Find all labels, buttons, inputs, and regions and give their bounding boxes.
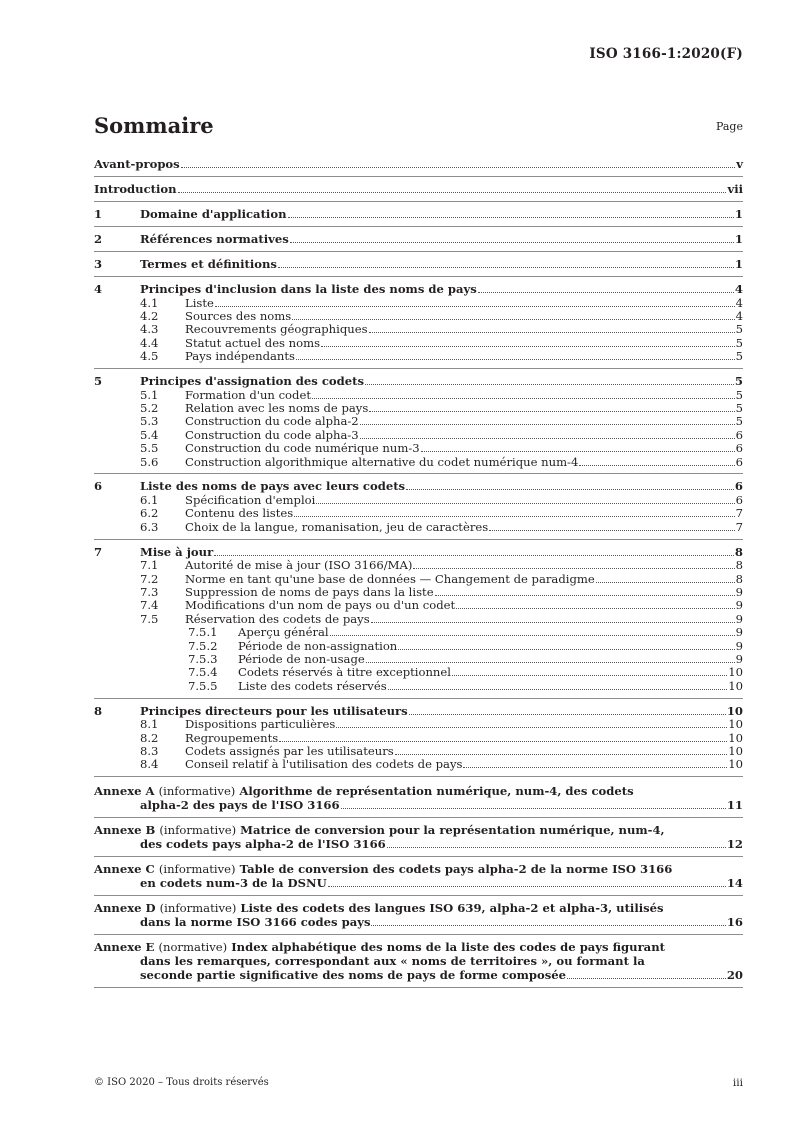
- dot-leader: [489, 530, 734, 531]
- toc-clause-entry[interactable]: [94, 282, 743, 296]
- toc-separator: [94, 539, 743, 540]
- toc-entry-number: 8.2: [140, 730, 159, 745]
- toc-subclause-entry[interactable]: [94, 296, 743, 310]
- annex-prefix: Annexe E: [94, 940, 155, 955]
- toc-entry-label: Liste des codets réservés: [238, 678, 387, 693]
- toc-entry-label: Réservation des codets de pays: [185, 611, 370, 626]
- toc-entry-number: 7.1: [140, 558, 159, 573]
- toc-entry-page: 9: [735, 584, 743, 599]
- dot-leader: [278, 267, 734, 268]
- dot-leader: [388, 689, 728, 690]
- toc-entry-label: Principes d'inclusion dans la liste des noms de pays: [140, 282, 477, 296]
- toc-entry-label: Recouvrements géographiques: [185, 322, 368, 337]
- annex-title-line: en codets num-3 de la DSNU: [140, 876, 327, 891]
- annex-title-line: seconde partie significative des noms de pays de forme composée: [140, 968, 567, 983]
- annex-page: 20: [726, 968, 743, 983]
- annex-title-line: dans les remarques, correspondant aux « noms de territoires », ou formant la: [140, 954, 645, 969]
- toc-entry-number: 5.2: [140, 400, 159, 415]
- annex-title-line: dans la norme ISO 3166 codes pays: [140, 915, 371, 930]
- toc-entry-number: 7.4: [140, 598, 159, 613]
- toc-separator: [94, 987, 743, 988]
- toc-clause-entry[interactable]: [94, 207, 743, 221]
- toc-separator: [94, 473, 743, 474]
- toc-entry-label: Suppression de noms de pays dans la liste: [185, 584, 434, 599]
- toc-separator: [94, 856, 743, 857]
- dot-leader: [321, 346, 735, 347]
- toc-entry-page: 10: [726, 703, 743, 718]
- annex-prefix: Annexe D: [94, 901, 156, 916]
- toc-entry-label: Codets réservés à titre exceptionnel: [238, 665, 451, 680]
- toc-entry-page: 1: [734, 232, 743, 246]
- dot-leader: [288, 217, 734, 218]
- toc-subclause-entry[interactable]: [94, 455, 743, 469]
- toc-entry-label: Avant-propos: [94, 157, 180, 171]
- toc-entry-page: 8: [735, 571, 743, 586]
- dot-leader: [181, 167, 736, 168]
- toc-entry-number: 8.3: [140, 743, 159, 758]
- toc-entry-label: Aperçu général: [238, 625, 329, 640]
- toc-entry-page: 4: [735, 308, 743, 323]
- toc-subclause-entry[interactable]: [94, 401, 743, 415]
- toc-separator: [94, 226, 743, 227]
- toc-subsubclause-entry[interactable]: [94, 652, 743, 666]
- dot-leader: [409, 714, 726, 715]
- toc-separator: [94, 176, 743, 177]
- toc-entry-label: Norme en tant qu'une base de données — Changement de paradigme: [185, 571, 595, 586]
- toc-entry-label: Relation avec les noms de pays: [185, 400, 369, 415]
- annex-prefix: Annexe B: [94, 823, 156, 838]
- dot-leader: [463, 767, 727, 768]
- document-reference: ISO 3166-1:2020(F): [589, 46, 743, 62]
- toc-entry-label: Période de non-assignation: [238, 638, 398, 653]
- toc-entry-number: 5.4: [140, 427, 159, 442]
- toc-entry-number: 4.5: [140, 349, 159, 364]
- toc-entry-page: 6: [735, 492, 743, 507]
- toc-subclause-entry[interactable]: [94, 757, 743, 771]
- toc-subclause-entry[interactable]: [94, 493, 743, 507]
- toc-entry-page: vii: [727, 182, 743, 196]
- toc-entry-page: 9: [735, 625, 743, 640]
- toc-entry-number: 4.1: [140, 295, 159, 310]
- toc-entry-number: 7.5.1: [188, 625, 218, 640]
- toc-entry-label: Domaine d'application: [140, 207, 287, 221]
- dot-leader: [371, 925, 725, 926]
- annex-title-line: Table de conversion des codets pays alpha-2 de la norme ISO 3166: [239, 862, 673, 877]
- dot-leader: [452, 675, 727, 676]
- toc-entry-page: 7: [735, 506, 743, 521]
- toc-entry-number: 8: [94, 703, 103, 718]
- annex-entry[interactable]: [94, 784, 743, 812]
- toc-entry-label: Modifications d'un nom de pays ou d'un codet: [185, 598, 456, 613]
- toc-entry-label: Contenu des listes: [185, 506, 294, 521]
- toc-subclause-entry[interactable]: [94, 336, 743, 350]
- toc-entry-number: 4.3: [140, 322, 159, 337]
- annex-title-line: des codets pays alpha-2 de l'ISO 3166: [140, 837, 386, 852]
- toc-separator: [94, 934, 743, 935]
- annex-entry[interactable]: [94, 823, 743, 851]
- toc-entry-number: 6: [94, 479, 103, 494]
- toc-entry-page: 4: [734, 282, 743, 296]
- toc-entry-label: Statut actuel des noms: [185, 335, 321, 350]
- toc-entry-page: 9: [735, 651, 743, 666]
- toc-subclause-entry[interactable]: [94, 520, 743, 534]
- toc-entry-page: 1: [734, 257, 743, 271]
- toc-entry-page: 6: [735, 441, 743, 456]
- toc-entry-number: 8.4: [140, 757, 159, 772]
- toc-entry-label: Termes et définitions: [140, 257, 277, 271]
- annex-type: (informative): [159, 901, 237, 916]
- dot-leader: [421, 451, 735, 452]
- toc-separator: [94, 368, 743, 369]
- annex-type: (informative): [158, 784, 236, 799]
- dot-leader: [292, 319, 734, 320]
- toc-subsubclause-entry[interactable]: [94, 679, 743, 693]
- toc-subclause-entry[interactable]: [94, 612, 743, 626]
- toc-entry-number: 6.3: [140, 519, 159, 534]
- toc-entry-number: 7.5.4: [188, 665, 218, 680]
- dot-leader: [387, 847, 726, 848]
- toc-entry-number: 6.2: [140, 506, 159, 521]
- annex-entry[interactable]: [94, 940, 743, 982]
- annex-type: (informative): [159, 823, 237, 838]
- annex-page: 12: [726, 837, 743, 852]
- dot-leader: [336, 727, 727, 728]
- toc-entry-page: 1: [734, 207, 743, 221]
- toc-entry-label: Choix de la langue, romanisation, jeu de caractères: [185, 519, 489, 534]
- toc-subclause-entry[interactable]: [94, 322, 743, 336]
- dot-leader: [413, 568, 734, 569]
- toc-entry-page: v: [736, 157, 743, 171]
- toc-entry-number: 5.5: [140, 441, 159, 456]
- toc-entry-page: 6: [735, 427, 743, 442]
- dot-leader: [214, 555, 734, 556]
- toc-entry-number: 1: [94, 207, 103, 221]
- toc-entry-page: 8: [735, 558, 743, 573]
- page-number: iii: [732, 1077, 743, 1089]
- toc-entry-page: 5: [735, 414, 743, 429]
- toc-entry-page: 9: [735, 611, 743, 626]
- toc-subclause-entry[interactable]: [94, 506, 743, 520]
- toc-entry-number: 2: [94, 232, 103, 246]
- toc-entry-number: 8.1: [140, 717, 159, 732]
- toc-entry-label: Mise à jour: [140, 544, 214, 559]
- toc-subclause-entry[interactable]: [94, 558, 743, 572]
- toc-entry-number: 3: [94, 257, 103, 271]
- dot-leader: [456, 608, 734, 609]
- toc-entry-number: 4: [94, 282, 103, 296]
- toc-entry-number: 4.2: [140, 308, 159, 323]
- toc-separator: [94, 817, 743, 818]
- annex-page: 16: [726, 915, 743, 930]
- toc-entry-page: 5: [735, 387, 743, 402]
- toc-clause-entry[interactable]: [94, 479, 743, 493]
- toc-clause-entry[interactable]: [94, 704, 743, 718]
- toc-entry-label: Introduction: [94, 182, 177, 196]
- toc-entry-number: 7.5.3: [188, 651, 218, 666]
- dot-leader: [369, 411, 734, 412]
- toc-entry-label: Autorité de mise à jour (ISO 3166/MA): [185, 558, 413, 573]
- toc-entry-label: Codets assignés par les utilisateurs: [185, 743, 394, 758]
- toc-entry-page: 5: [735, 349, 743, 364]
- page-column-label: Page: [715, 120, 743, 133]
- toc-subclause-entry[interactable]: [94, 309, 743, 323]
- toc-separator: [94, 776, 743, 777]
- toc-entry-page: 10: [728, 717, 743, 732]
- toc-entry-page: 6: [734, 479, 743, 494]
- toc-entry-number: 7.3: [140, 584, 159, 599]
- annex-title-line: Liste des codets des langues ISO 639, alpha-2 et alpha-3, utilisés: [240, 901, 664, 916]
- toc-clause-entry[interactable]: [94, 232, 743, 246]
- dot-leader: [279, 741, 727, 742]
- toc-subclause-entry[interactable]: [94, 428, 743, 442]
- toc-entry-label: Construction du code alpha-2: [185, 414, 359, 429]
- toc-subclause-entry[interactable]: [94, 598, 743, 612]
- toc-front-entry[interactable]: [94, 182, 743, 196]
- copyright-notice: © ISO 2020 – Tous droits réservés: [94, 1077, 269, 1088]
- toc-entry-page: 5: [735, 335, 743, 350]
- annex-prefix: Annexe A: [94, 784, 155, 799]
- toc-entry-label: Période de non-usage: [238, 651, 365, 666]
- toc-entry-number: 7: [94, 544, 103, 559]
- dot-leader: [178, 192, 727, 193]
- dot-leader: [478, 292, 734, 293]
- toc-entry-page: 9: [735, 638, 743, 653]
- dot-leader: [366, 662, 735, 663]
- annex-prefix: Annexe C: [94, 862, 155, 877]
- toc-subclause-entry[interactable]: [94, 744, 743, 758]
- dot-leader: [316, 503, 734, 504]
- toc-subclause-entry[interactable]: [94, 388, 743, 402]
- toc-entry-number: 5.1: [140, 387, 159, 402]
- annex-title-line: alpha-2 des pays de l'ISO 3166: [140, 798, 340, 813]
- toc-subclause-entry[interactable]: [94, 349, 743, 363]
- dot-leader: [296, 359, 735, 360]
- toc-subclause-entry[interactable]: [94, 731, 743, 745]
- dot-leader: [360, 424, 735, 425]
- dot-leader: [369, 332, 735, 333]
- toc-entry-label: Sources des noms: [185, 308, 292, 323]
- toc-entry-label: Construction du code alpha-3: [185, 427, 359, 442]
- annex-page: 14: [726, 876, 743, 891]
- toc-entry-number: 6.1: [140, 492, 159, 507]
- toc-separator: [94, 895, 743, 896]
- toc-front-entry[interactable]: [94, 157, 743, 171]
- toc-entry-label: Principes directeurs pour les utilisateurs: [140, 703, 408, 718]
- toc-subclause-entry[interactable]: [94, 441, 743, 455]
- dot-leader: [365, 384, 734, 385]
- toc-entry-label: Liste: [185, 295, 214, 310]
- toc-subsubclause-entry[interactable]: [94, 625, 743, 639]
- toc-entry-page: 4: [735, 295, 743, 310]
- toc-entry-label: Pays indépendants: [185, 349, 295, 364]
- toc-entry-number: 4.4: [140, 335, 159, 350]
- dot-leader: [371, 622, 735, 623]
- toc-entry-number: 7.5.5: [188, 678, 218, 693]
- toc-subclause-entry[interactable]: [94, 717, 743, 731]
- toc-entry-page: 10: [728, 757, 743, 772]
- toc-entry-page: 5: [735, 322, 743, 337]
- annex-title-line: Matrice de conversion pour la représentation numérique, num-4,: [240, 823, 665, 838]
- toc-separator: [94, 201, 743, 202]
- toc-entry-label: Liste des noms de pays avec leurs codets: [140, 479, 406, 494]
- toc-subsubclause-entry[interactable]: [94, 665, 743, 679]
- toc-entry-label: Formation d'un codet: [185, 387, 311, 402]
- toc-entry-page: 6: [735, 454, 743, 469]
- dot-leader: [567, 978, 726, 979]
- toc-subclause-entry[interactable]: [94, 414, 743, 428]
- toc-entry-page: 5: [735, 400, 743, 415]
- dot-leader: [294, 516, 734, 517]
- dot-leader: [215, 306, 735, 307]
- toc-subclause-entry[interactable]: [94, 572, 743, 586]
- toc-entry-label: Principes d'assignation des codets: [140, 374, 365, 388]
- toc-clause-entry[interactable]: [94, 374, 743, 388]
- annex-entry[interactable]: [94, 862, 743, 890]
- toc-entry-label: Références normatives: [140, 232, 289, 246]
- annex-type: (informative): [158, 862, 236, 877]
- toc-entry-page: 10: [728, 665, 743, 680]
- toc-entry-page: 7: [735, 519, 743, 534]
- annex-title-line: Index alphabétique des noms de la liste des codes de pays figurant: [231, 940, 665, 955]
- toc-entry-page: 9: [735, 598, 743, 613]
- toc-entry-page: 10: [728, 743, 743, 758]
- dot-leader: [395, 754, 728, 755]
- toc-separator: [94, 276, 743, 277]
- toc-entry-label: Conseil relatif à l'utilisation des codets de pays: [185, 757, 463, 772]
- toc-clause-entry[interactable]: [94, 257, 743, 271]
- toc-entry-number: 5.6: [140, 454, 159, 469]
- annex-type: (normative): [158, 940, 228, 955]
- dot-leader: [596, 582, 735, 583]
- toc-entry-label: Spécification d'emploi: [185, 492, 316, 507]
- toc-entry-number: 7.5: [140, 611, 159, 626]
- dot-leader: [360, 438, 735, 439]
- page-title: Sommaire: [94, 113, 214, 138]
- toc-entry-number: 7.5.2: [188, 638, 218, 653]
- dot-leader: [406, 489, 734, 490]
- toc-entry-label: Dispositions particulières: [185, 717, 336, 732]
- annex-page: 11: [726, 798, 743, 813]
- dot-leader: [330, 635, 735, 636]
- toc-subclause-entry[interactable]: [94, 585, 743, 599]
- toc-entry-number: 7.2: [140, 571, 159, 586]
- annex-title-line: Algorithme de représentation numérique, num-4, des codets: [239, 784, 634, 799]
- dot-leader: [290, 242, 734, 243]
- dot-leader: [398, 649, 734, 650]
- toc-entry-label: Construction algorithmique alternative du codet numérique num-4: [185, 454, 579, 469]
- toc-separator: [94, 251, 743, 252]
- dot-leader: [435, 595, 735, 596]
- annex-entry[interactable]: [94, 901, 743, 929]
- toc-entry-label: Construction du code numérique num-3: [185, 441, 420, 456]
- dot-leader: [312, 398, 735, 399]
- dot-leader: [579, 465, 734, 466]
- toc-entry-number: 5: [94, 374, 103, 388]
- toc-entry-label: Regroupements: [185, 730, 279, 745]
- toc-entry-number: 5.3: [140, 414, 159, 429]
- toc-clause-entry[interactable]: [94, 545, 743, 559]
- toc-entry-page: 5: [734, 374, 743, 388]
- dot-leader: [341, 808, 726, 809]
- toc-separator: [94, 698, 743, 699]
- toc-entry-page: 8: [734, 544, 743, 559]
- toc-entry-page: 10: [728, 730, 743, 745]
- toc-subsubclause-entry[interactable]: [94, 639, 743, 653]
- dot-leader: [328, 886, 726, 887]
- toc-entry-page: 10: [728, 678, 743, 693]
